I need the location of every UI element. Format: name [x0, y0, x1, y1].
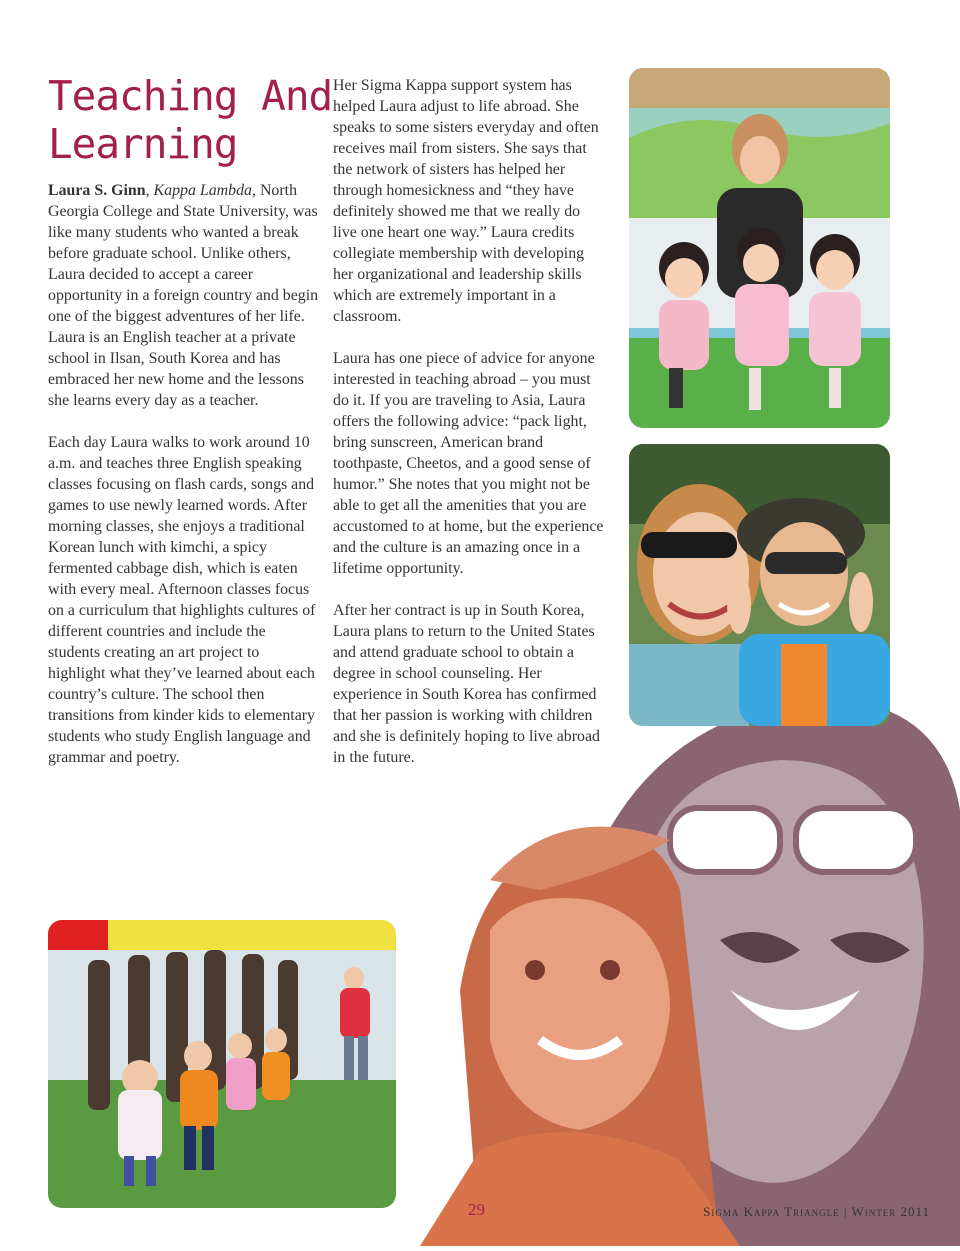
- paragraph-daily-routine: Each day Laura walks to work around 10 a.m. and teaches three English speaking classes focusing on flash cards, songs and games to use newly learned words. After morning classes, she enjoys a traditional Korean lunch with kimchi, a spicy fermented cabbage dish, which is eaten with every meal. Afternoon classes focus on a curriculum that highlights cultures of different countries and include the students creating an art project to highlight what they’ve learned about each country’s culture. The school then transitions from kinder kids to elementary students who study English language and grammar and poetry.: [48, 434, 316, 766]
- paragraph-intro: [48, 180, 320, 411]
- publication-title: Sigma Kappa Triangle | Winter 2011: [703, 1204, 930, 1219]
- intro-text: , North Georgia College and State University, was like many students who wanted a break before graduate school. Unlike others, Laura decided to accept a career opportunity in a foreign country and begin one of the biggest adventures of her life. Laura is an English teacher at a private school in Ilsan, South Korea and has embraced her new home and the lessons she learns every day as a teacher.: [48, 182, 319, 409]
- column-1: [48, 180, 320, 789]
- column-2: [333, 75, 605, 789]
- paragraph-support-system: Her Sigma Kappa support system has helped Laura adjust to life abroad. She speaks to some sisters everyday and often receives mail from sisters. She says that the network of sisters has helped her through homesickness and “they have definitely showed me that we really do live one heart one way.” Laura credits collegiate membership with developing her organizational and leadership skills which are extremely important in a classroom.: [333, 77, 599, 325]
- field-trip-photo: [48, 920, 396, 1208]
- title-line-2: Learning: [48, 120, 238, 168]
- selfie-photo: [629, 444, 890, 726]
- classroom-photo: [629, 68, 890, 428]
- name-separator: ,: [145, 182, 154, 199]
- title-line-1: Teaching And: [48, 72, 333, 120]
- member-name: Laura S. Ginn: [48, 182, 146, 199]
- paragraph-future-plans: After her contract is up in South Korea, Laura plans to return to the United States and attend graduate school to obtain a degree in school counseling. Her experience in South Korea has confirmed that her passion is working with children and she is definitely hoping to live abroad in the future.: [333, 602, 600, 766]
- article-title: [48, 72, 348, 168]
- chapter-name: Kappa Lambda: [153, 182, 252, 199]
- page-number: 29: [468, 1200, 485, 1219]
- paragraph-advice: Laura has one piece of advice for anyone interested in teaching abroad – you must do it. If you are traveling to Asia, Laura offers the following advice: “pack light, bring sunscreen, American brand toothpaste, Cheetos, and a good sense of humor.” She notes that you might not be able to get all the amenities that you are accustomed to at home, but the experience and the culture is an amazing once in a lifetime opportunity.: [333, 350, 604, 577]
